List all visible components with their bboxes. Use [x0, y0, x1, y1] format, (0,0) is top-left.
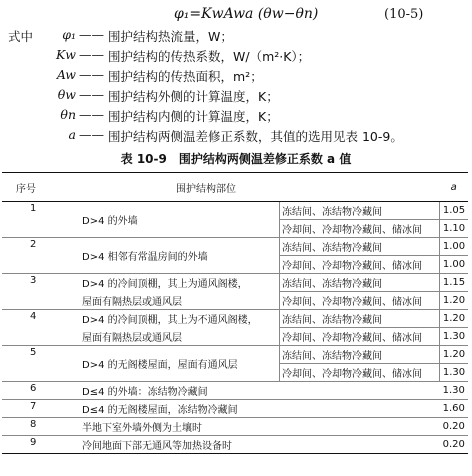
row-index: 4	[2, 310, 80, 346]
definition-symbol: φ₁	[62, 27, 76, 42]
definition-description: 围护结构的传热系数，W/（m²·K）；	[108, 49, 311, 64]
header-index: 序号	[2, 173, 80, 202]
row-condition: 冻结间、冻结物冷藏间	[280, 346, 440, 364]
row-part: D>4 的冷间顶棚，其上为不通风阁楼，	[82, 315, 258, 327]
row-condition: 冷却间、冷却物冷藏间、储冰间	[280, 328, 440, 346]
table-row	[2, 202, 468, 220]
definition-row	[0, 87, 472, 107]
definition-description: 围护结构外侧的计算温度，K；	[108, 89, 279, 104]
row-condition: 冷却间、冷却物冷藏间、储冰间	[280, 364, 440, 382]
definition-dash: ——	[79, 87, 104, 102]
definition-symbol: Kw	[55, 47, 76, 62]
header-part: 围护结构部位	[80, 173, 440, 202]
row-part: 半地下室外墙外侧为土壤时	[80, 418, 440, 436]
definition-row	[0, 27, 472, 47]
row-condition: 冷却间、冷却物冷藏间、储冰间	[280, 220, 440, 238]
header-value: a	[440, 173, 469, 202]
table-row	[2, 436, 468, 454]
definition-row	[0, 107, 472, 127]
definition-symbol: a	[68, 127, 76, 142]
definition-dash: ——	[79, 127, 104, 142]
definition-symbol: θw	[57, 87, 76, 102]
table-row	[2, 274, 468, 292]
row-condition: 冻结间、冻结物冷藏间	[280, 238, 440, 256]
row-value: 0.20	[440, 418, 469, 436]
row-index: 7	[2, 400, 80, 418]
definition-dash: ——	[79, 67, 104, 82]
row-condition: 冷却间、冷却物冷藏间、储冰间	[280, 256, 440, 274]
row-condition: 冷却间、冷却物冷藏间、储冰间	[280, 292, 440, 310]
row-value: 1.20	[440, 346, 469, 364]
row-index: 3	[2, 274, 80, 310]
definition-symbol: Aw	[56, 67, 76, 82]
row-value: 1.20	[440, 310, 469, 328]
row-part: D≤4 的外墙：冻结物冷藏间	[80, 382, 440, 400]
row-index: 6	[2, 382, 80, 400]
definition-dash: ——	[79, 47, 104, 62]
row-value: 1.30	[440, 364, 469, 382]
formula-expression: φ₁=KwAwa (θw−θn)	[174, 6, 319, 22]
row-value: 1.00	[440, 256, 469, 274]
definition-description: 围护结构两侧温差修正系数，其值的选用见表 10-9。	[108, 129, 403, 144]
table-caption: 表 10-9 围护结构两侧温差修正系数 a 值	[120, 152, 352, 166]
definition-description: 围护结构内侧的计算温度，K；	[108, 109, 279, 124]
definition-description: 围护结构热流量，W；	[108, 29, 233, 44]
row-value: 1.00	[440, 238, 469, 256]
formula-line	[0, 4, 472, 26]
definition-symbol: θn	[60, 107, 76, 122]
row-value: 1.15	[440, 274, 469, 292]
definition-dash: ——	[79, 107, 104, 122]
table-row	[2, 238, 468, 256]
row-value: 1.30	[440, 382, 469, 400]
table-header-row	[2, 173, 468, 202]
row-condition: 冻结间、冻结物冷藏间	[280, 274, 440, 292]
table-row	[2, 418, 468, 436]
row-index: 2	[2, 238, 80, 274]
row-part: 冷间地面下部无通风等加热设备时	[80, 436, 440, 454]
definitions-intro: 式中	[8, 29, 34, 44]
row-value: 1.60	[440, 400, 469, 418]
correction-coefficient-table	[2, 172, 468, 454]
definition-dash: ——	[79, 27, 104, 42]
row-index: 1	[2, 202, 80, 238]
row-value: 1.20	[440, 292, 469, 310]
row-index: 8	[2, 418, 80, 436]
row-index: 5	[2, 346, 80, 382]
row-condition: 冻结间、冻结物冷藏间	[280, 202, 440, 220]
row-part: D>4 相邻有常温房间的外墙	[80, 238, 280, 274]
row-part: D>4 的无阁楼屋面，屋面有通风层	[80, 346, 280, 382]
definition-row	[0, 47, 472, 67]
row-value: 0.20	[440, 436, 469, 454]
formula-number: (10-5)	[384, 7, 424, 22]
row-index: 9	[2, 436, 80, 454]
row-condition: 冻结间、冻结物冷藏间	[280, 310, 440, 328]
row-part: 屋面有隔热层或通风层	[80, 328, 280, 346]
row-value: 1.30	[440, 328, 469, 346]
row-value: 1.10	[440, 220, 469, 238]
table-row	[2, 346, 468, 364]
table-row	[2, 382, 468, 400]
table-row	[2, 400, 468, 418]
definition-row	[0, 127, 472, 147]
row-part: D>4 的冷间顶棚，其上为通风阁楼，	[82, 279, 248, 291]
row-part: D≤4 的无阁楼屋面，冻结物冷藏间	[80, 400, 440, 418]
definition-row	[0, 67, 472, 87]
table-row	[2, 310, 468, 328]
definition-description: 围护结构的传热面积，m²；	[108, 69, 263, 84]
row-part: 屋面有隔热层或通风层	[80, 292, 280, 310]
row-value: 1.05	[440, 202, 469, 220]
row-part: D>4 的外墙	[80, 202, 280, 238]
